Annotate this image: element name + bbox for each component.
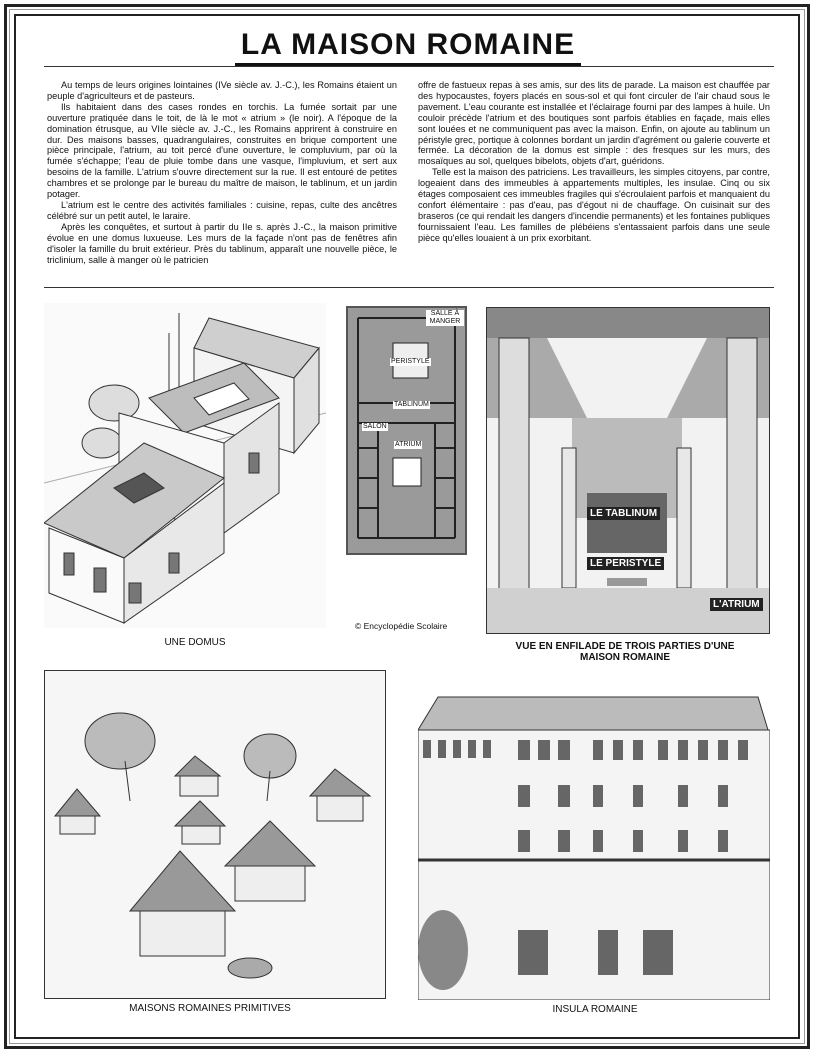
caption-enfilade: VUE EN ENFILADE DE TROIS PARTIES D'UNE MAISON ROMAINE xyxy=(515,641,735,663)
domus-drawing xyxy=(44,303,326,628)
text-column-left xyxy=(47,80,397,265)
copyright-notice: © Encyclopédie Scolaire xyxy=(355,621,448,631)
enfilade-label-atrium: L'ATRIUM xyxy=(710,598,763,611)
enfilade-label-tablinum: LE TABLINUM xyxy=(587,507,660,520)
insula-drawing xyxy=(418,695,770,1000)
plan-label-peristyle: PERISTYLE xyxy=(391,358,430,365)
paragraph: Au temps de leurs origines lointaines (IVe siècle av. J.-C.), les Romains étaient un peuple d'agriculteurs et de pasteurs. xyxy=(47,80,397,101)
enfilade-illustration xyxy=(486,307,770,634)
caption-primitives: MAISONS ROMAINES PRIMITIVES xyxy=(129,1003,291,1014)
plan-label-tablinum: TABLINUM xyxy=(394,401,429,408)
section-rule xyxy=(44,287,774,288)
page-title xyxy=(0,28,816,62)
floor-plan xyxy=(346,306,467,555)
paragraph: Telle est la maison des patriciens. Les travailleurs, les simples citoyens, par contre, logeaient dans des immeubles à appartements multiples, les insulae. Cinq ou six étages composaient ces immeubles fragiles qui s'écroulaient parfois et manquaient du confort élémentaire : pas d'eau, pas d'égout ni de chauffage. On cuisinait sur des braseros (ce qui rendait les dangers d'incendie permanents) et les fontaines publiques fournissaient l'eau. Les familles de plébéiens s'entassaient parfois dans une seule pièce qu'elles louaient à un prix exorbitant. xyxy=(418,167,770,243)
enfilade-label-peristyle: LE PERISTYLE xyxy=(587,557,664,570)
caption-domus: UNE DOMUS xyxy=(164,637,226,648)
paragraph: Ils habitaient dans des cases rondes en torchis. La fumée sortait par une ouverture pratiquée dans le toit, de là le mot « atrium » (le noir). A l'époque de la domination étrusque, au VIIe siècle av. J.-C., les Romains apprirent à construire en dur. Des maisons basses, quadrangulaires, construites en brique comportent une pièce principale, l'atrium, au toit percé d'une ouverture, le compluvium, par où la fumée s'échappe; l'eau de pluie tombe dans une vasque, l'impluvium, et sert aux besoins de la famille. L'atrium s'ouvre directement sur la rue. Il est entouré de petites chambres et se prolonge par le bureau du maître de maison, le tablinum, et un jardin potager. xyxy=(47,101,397,200)
primitive-houses-illustration xyxy=(44,670,386,999)
text-column-right xyxy=(418,80,770,244)
paragraph: L'atrium est le centre des activités familiales : cuisine, repas, culte des ancêtres célébré sur un petit autel, le laraire. xyxy=(47,199,397,221)
insula-illustration xyxy=(418,695,770,1000)
caption-insula: INSULA ROMAINE xyxy=(552,1004,638,1015)
domus-illustration xyxy=(44,303,326,628)
title-rule xyxy=(44,66,774,67)
paragraph: offre de fastueux repas à ses amis, sur des lits de parade. La maison est chauffée par des hypocaustes, foyers placés en sous-sol et qui font circuler de l'air chaud sous le pavement. L'eau courante est installée et l'éclairage fourni par des lampes à huile. Un couloir précède l'atrium et des boutiques sont parfois établies en façade, mais elles sont louées et ne communiquent pas avec la maison. Enfin, on ajoute au tablinum un péristyle grec, portique à colonnes bordant un jardin d'agrément ou galerie couverte et fermée. La décoration de la domus est simple : des fresques sur les murs, des mosaïques au sol, quelques bibelots, objets d'art, guéridons. xyxy=(418,80,770,167)
primitive-houses-drawing xyxy=(45,671,385,998)
plan-label-salle: SALLE À MANGER xyxy=(426,310,464,326)
paragraph: Après les conquêtes, et surtout à partir du IIe s. après J.-C., la maison primitive évolue en une domus luxueuse. Les murs de la façade n'ont pas de fenêtres afin d'isoler la famille du bruit extérieur. Près du tablinum, apparaît une nouvelle pièce, le triclinium, salle à manger où le patricien xyxy=(47,221,397,265)
enfilade-drawing xyxy=(487,308,769,633)
plan-label-atrium: ATRIUM xyxy=(395,441,422,448)
title-text: LA MAISON ROMAINE xyxy=(235,28,581,66)
plan-label-salon: SALON xyxy=(363,423,387,430)
